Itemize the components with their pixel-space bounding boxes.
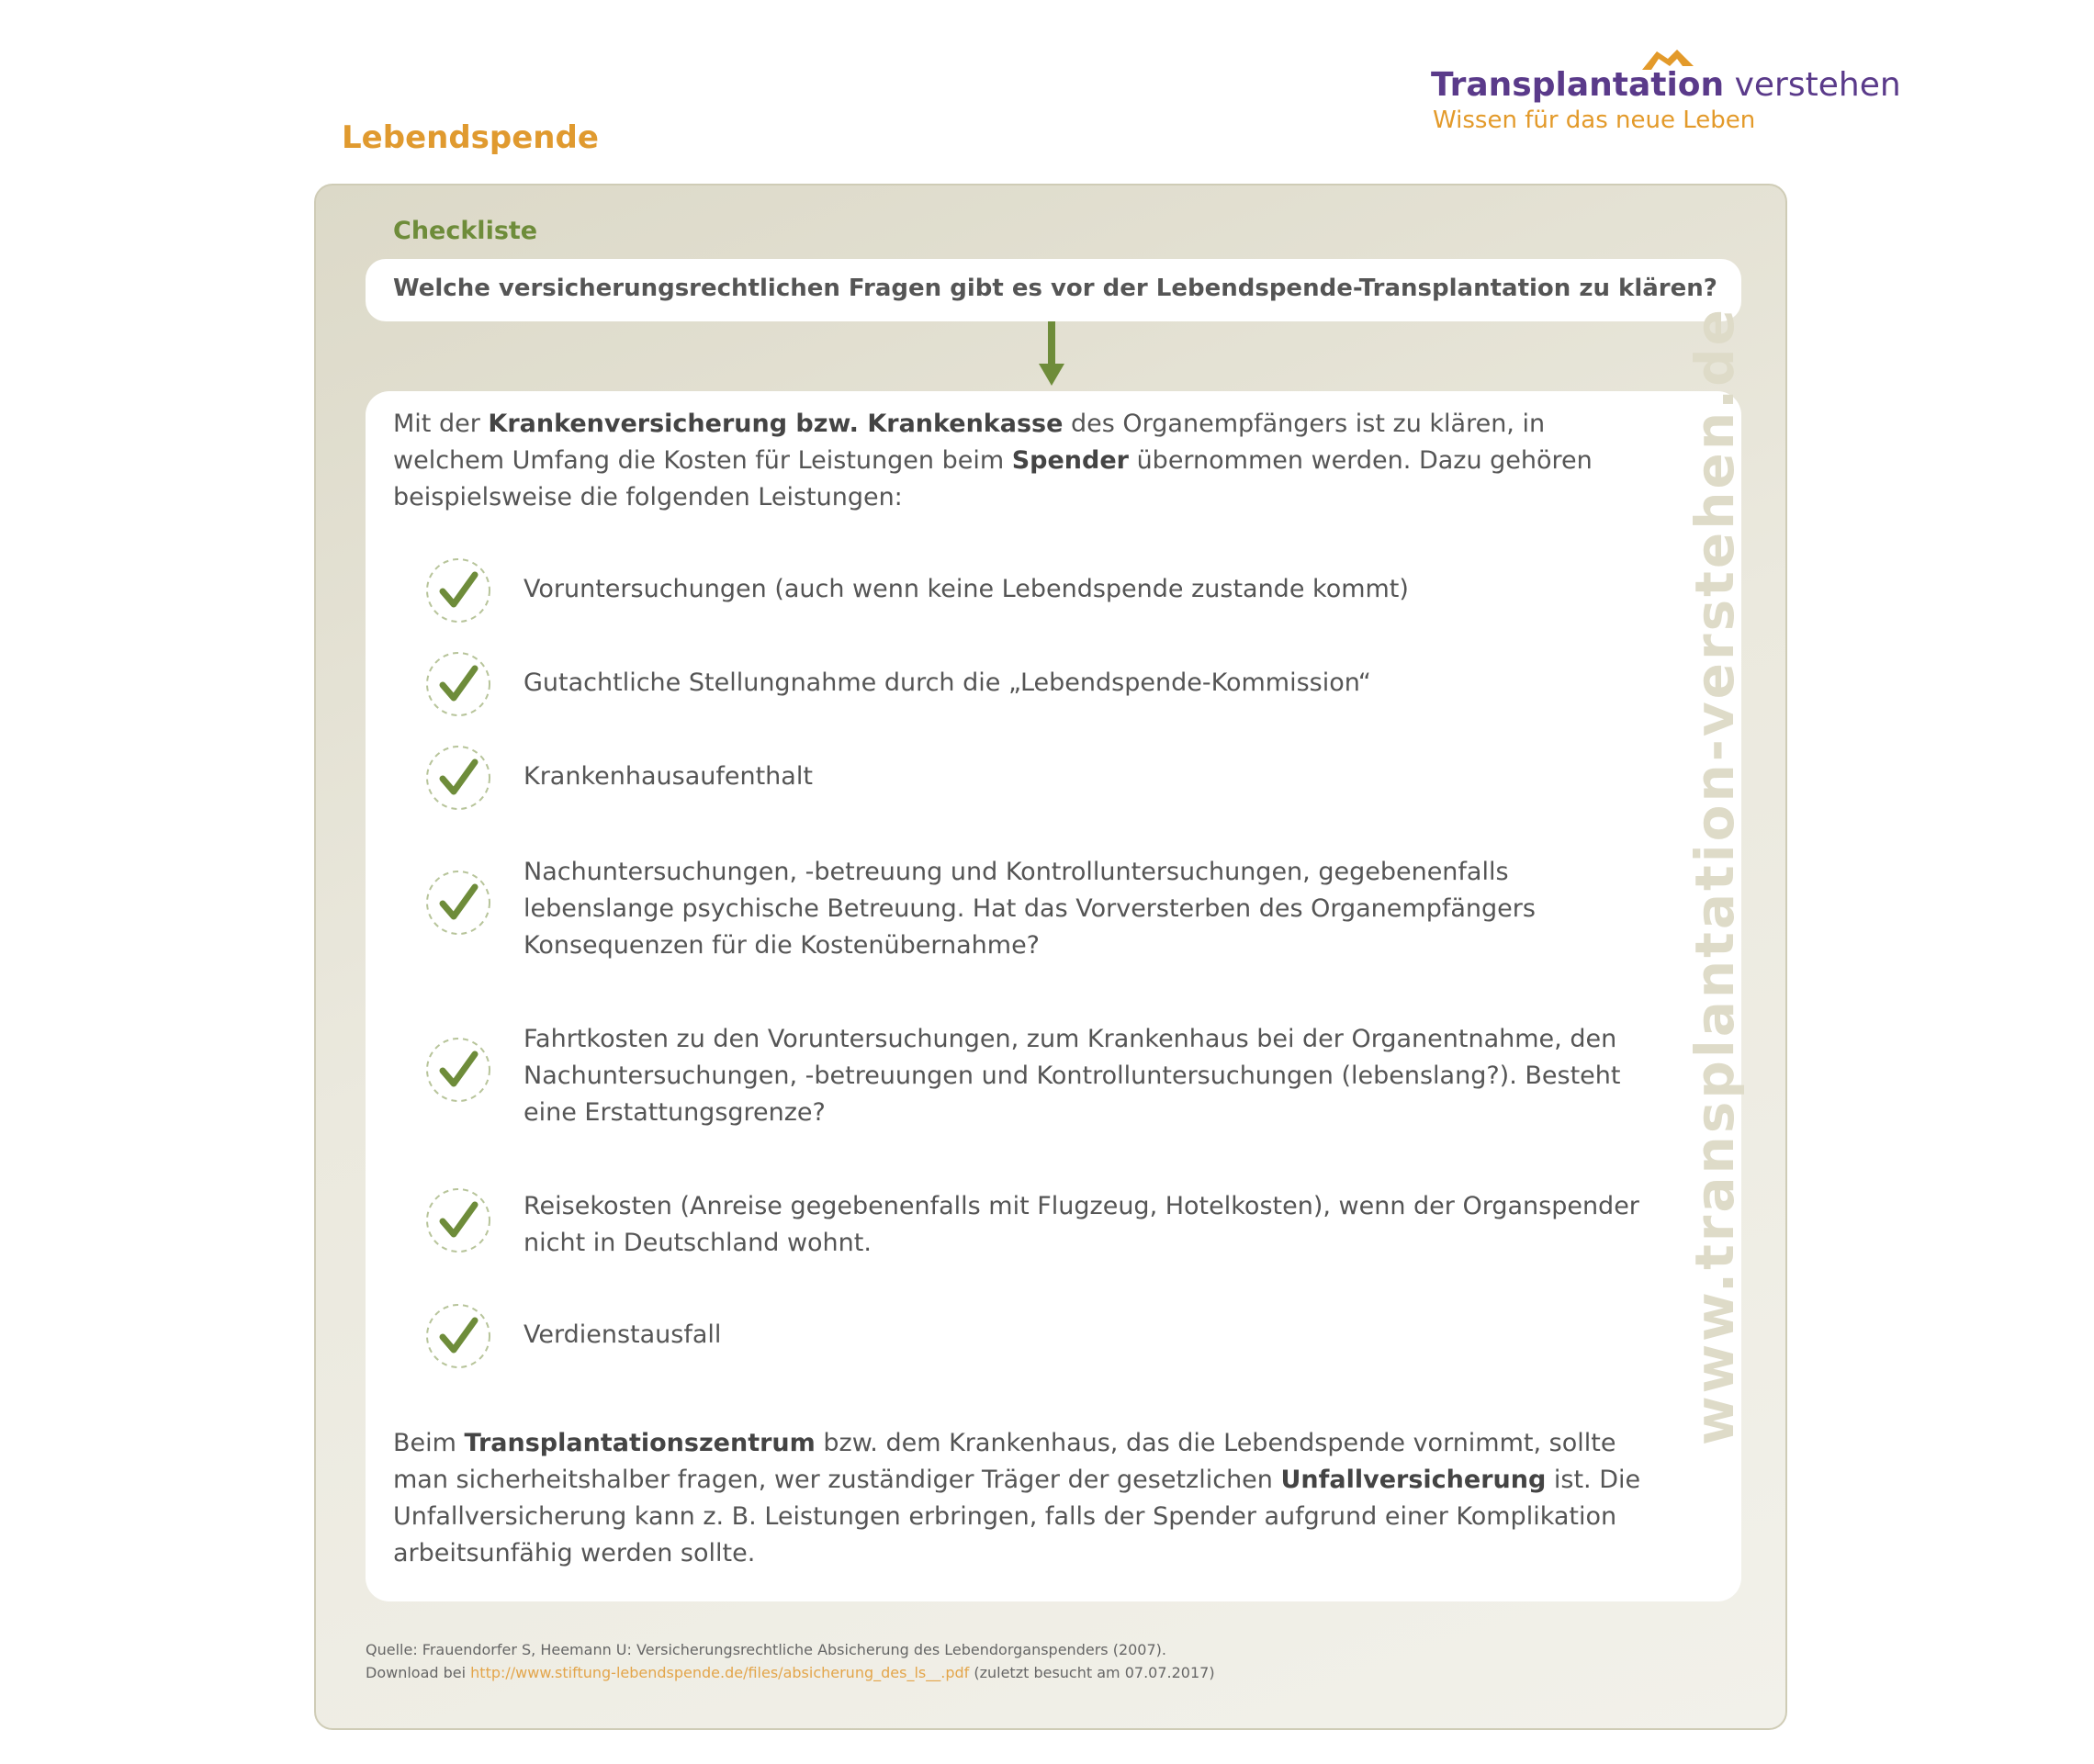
download-prefix: Download bei <box>366 1664 471 1681</box>
intro-bold-1: Krankenversicherung bzw. Krankenkasse <box>488 410 1064 438</box>
checkmark-icon <box>424 1186 492 1254</box>
source-note <box>366 1638 1215 1684</box>
outro-bold-2: Unfallversicherung <box>1280 1466 1547 1494</box>
page-title: Lebendspende <box>342 119 599 156</box>
intro-text-2: des Organempfängers ist zu klären, in welchem Umfang die Kosten für Leistungen beim <box>393 410 1546 475</box>
source-line: Quelle: Frauendorfer S, Heemann U: Versicherungsrechtliche Absicherung des Lebendorganspenders (2007). <box>366 1641 1166 1658</box>
intro-text-1: Mit der <box>393 410 489 438</box>
download-line <box>366 1661 1215 1684</box>
intro-text-3: übernommen werden. Dazu gehören beispielsweise die folgenden Leistungen: <box>393 446 1593 511</box>
checkmark-icon <box>424 1302 492 1370</box>
intro-paragraph <box>393 406 1642 516</box>
list-item: Gutachtliche Stellungnahme durch die „Lebendspende-Kommission“ <box>524 669 1371 697</box>
list-item: Voruntersuchungen (auch wenn keine Lebendspende zustande kommt) <box>524 575 1409 603</box>
intro-bold-2: Spender <box>1011 446 1129 475</box>
outro-text-3: ist. Die Unfallversicherung kann z. B. Leistungen erbringen, falls der Spender aufgrund einer Komplikation arbeitsunfähig werden sollte. <box>393 1466 1641 1567</box>
list-item: Nachuntersuchungen, -betreuung und Kontrolluntersuchungen, gegebenenfalls lebenslange psychische Betreuung. Hat das Vorversterben des Organempfängers Konsequenzen für die Kostenübernahme? <box>524 858 1536 960</box>
checkmark-icon <box>424 556 492 624</box>
source-link[interactable]: http://www.stiftung-lebendspende.de/files/absicherung_des_ls__.pdf <box>470 1664 970 1681</box>
watermark: www.transplantation-verstehen.de <box>1683 307 1746 1445</box>
list-item: Reisekosten (Anreise gegebenenfalls mit Flugzeug, Hotelkosten), wenn der Organspender nicht in Deutschland wohnt. <box>524 1192 1639 1257</box>
logo-subtitle: Wissen für das neue Leben <box>1433 107 1756 134</box>
question-box: Welche versicherungsrechtlichen Fragen gibt es vor der Lebendspende-Transplantation zu klären? <box>366 259 1741 321</box>
checkmark-icon <box>424 744 492 812</box>
logo-title-rest: verstehen <box>1724 66 1901 104</box>
outro-bold-1: Transplantationszentrum <box>464 1429 816 1457</box>
checklist-label: Checkliste <box>393 217 538 245</box>
list-item: Krankenhausaufenthalt <box>524 762 813 791</box>
arrow-down-icon <box>1037 321 1066 388</box>
outro-paragraph <box>393 1425 1661 1572</box>
logo <box>1431 46 1901 138</box>
list-item: Verdienstausfall <box>524 1320 722 1349</box>
checkmark-icon <box>424 869 492 937</box>
outro-text-1: Beim <box>393 1429 465 1457</box>
logo-title <box>1431 66 1901 104</box>
checkmark-icon <box>424 650 492 718</box>
outro-text-2: bzw. dem Krankenhaus, das die Lebendspende vornimmt, sollte man sicherheitshalber fragen, wer zuständiger Träger der gesetzlichen <box>393 1429 1616 1494</box>
list-item: Fahrtkosten zu den Voruntersuchungen, zum Krankenhaus bei der Organentnahme, den Nachuntersuchungen, -betreuungen und Kontrolluntersuchungen (lebenslang?). Besteht eine Erstattungsgrenze? <box>524 1025 1621 1127</box>
download-suffix: (zuletzt besucht am 07.07.2017) <box>969 1664 1215 1681</box>
logo-title-bold: Transplantation <box>1431 66 1725 104</box>
checkmark-icon <box>424 1036 492 1104</box>
